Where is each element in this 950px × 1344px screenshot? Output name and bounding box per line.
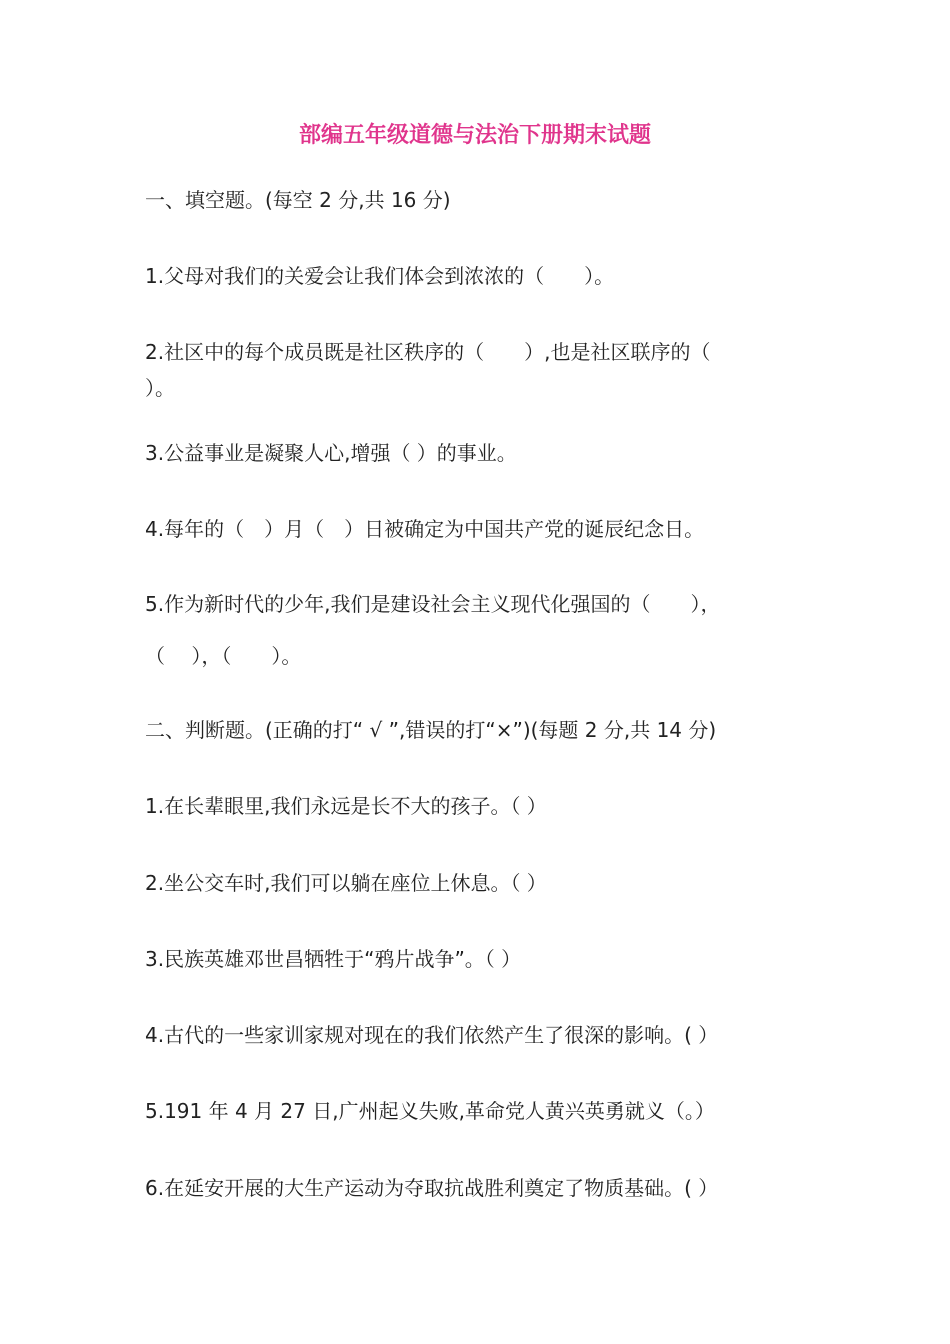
fill-blank-question-2-line-1: 2.社区中的每个成员既是社区秩序的（ ）,也是社区联序的（ bbox=[145, 340, 711, 364]
true-false-question-6: 6.在延安开展的大生产运动为夺取抗战胜利奠定了物质基础。( ） bbox=[145, 1176, 719, 1200]
true-false-question-4: 4.古代的一些家训家规对现在的我们依然产生了很深的影响。( ） bbox=[145, 1023, 719, 1047]
fill-blank-question-5-line-1: 5.作为新时代的少年,我们是建设社会主义现代化强国的（ ）， bbox=[145, 592, 721, 616]
page-title: 部编五年级道德与法治下册期末试题 bbox=[298, 123, 651, 148]
fill-blank-question-1: 1.父母对我们的关爱会让我们体会到浓浓的（ ）。 bbox=[145, 264, 615, 288]
true-false-question-5: 5.191 年 4 月 27 日,广州起义失败,革命党人黄兴英勇就义（。） bbox=[145, 1099, 715, 1123]
true-false-question-3: 3.民族英雄邓世昌牺牲于“鸦片战争”。（ ） bbox=[145, 947, 522, 971]
true-false-question-2: 2.坐公交车时,我们可以躺在座位上休息。（ ） bbox=[145, 871, 547, 895]
fill-blank-question-4: 4.每年的（ ）月（ ）日被确定为中国共产党的诞辰纪念日。 bbox=[145, 517, 705, 541]
section2-heading: 二、判断题。(正确的打“ √ ”,错误的打“×”)(每题 2 分,共 14 分) bbox=[145, 718, 717, 742]
fill-blank-question-3: 3.公益事业是凝聚人心,增强（ ）的事业。 bbox=[145, 441, 517, 465]
section1-heading: 一、填空题。(每空 2 分,共 16 分) bbox=[145, 188, 451, 212]
true-false-question-1: 1.在长辈眼里,我们永远是长不大的孩子。（ ） bbox=[145, 794, 547, 818]
fill-blank-question-5-line-2: （ ），（ ）。 bbox=[145, 644, 302, 668]
fill-blank-question-2-line-2: ）。 bbox=[145, 376, 175, 400]
